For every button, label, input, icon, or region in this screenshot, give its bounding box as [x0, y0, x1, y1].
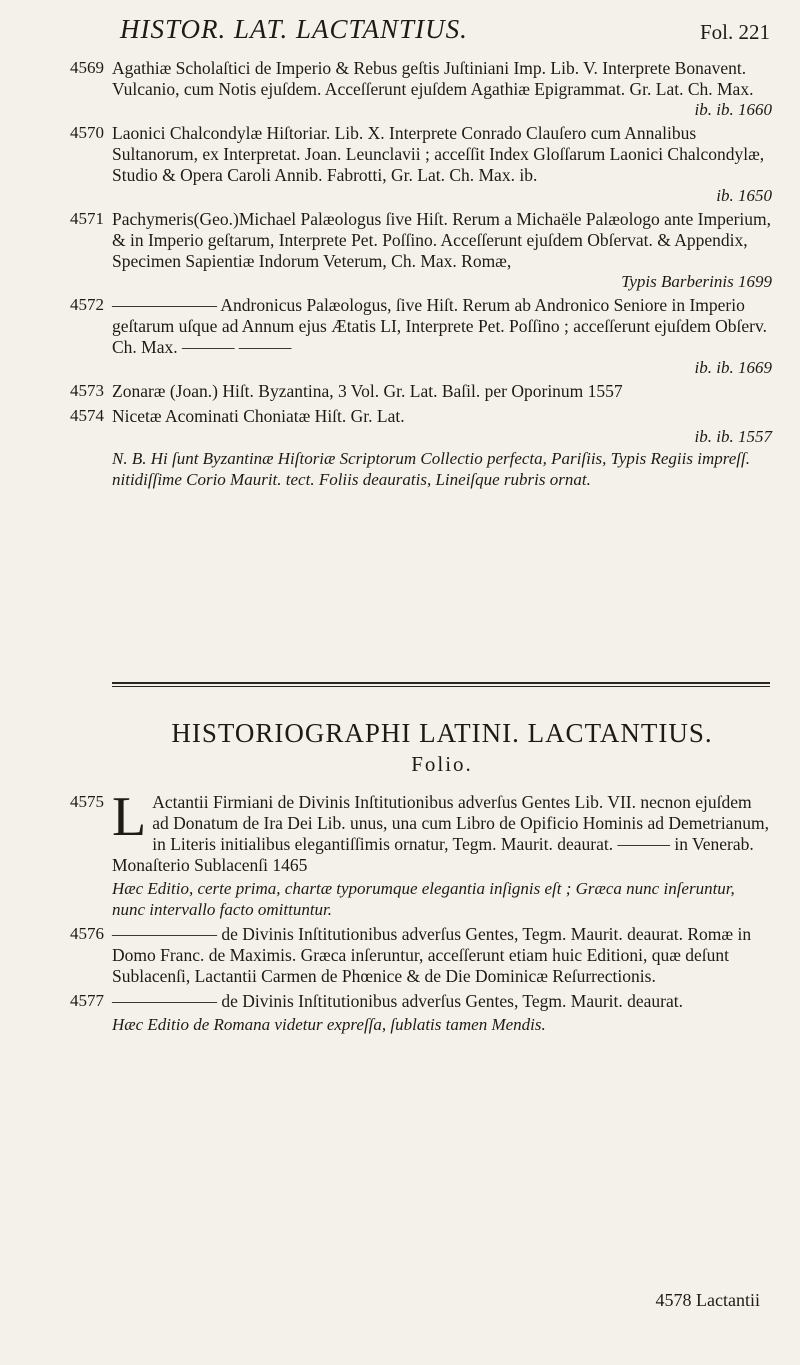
entry-number: 4572: [70, 295, 104, 314]
entry-imprint: ib. 1650: [716, 186, 772, 205]
catalogue-entry: [70, 406, 772, 490]
entry-text: Agathiæ Scholaſtici de Imperio & Rebus geſtis Juſtiniani Imp. Lib. V. Interprete Bonavent. Vulcanio, cum Notis ejuſdem. Acceſſerunt ejuſdem Agathiæ Epigrammat. Gr. Lat. Ch. Max.: [112, 58, 754, 99]
entry-imprint: ib. ib. 1669: [694, 358, 772, 377]
catalogue-entry: [70, 991, 772, 1035]
section-divider-thin: [112, 686, 770, 687]
catalogue-entry: [70, 123, 772, 205]
entry-note: Hæc Editio, certe prima, chartæ typorumque elegantia inſignis eſt ; Græca nunc inſeruntur, nunc intervallo facto omittuntur.: [112, 879, 735, 919]
entry-number: 4576: [70, 924, 104, 943]
entry-text: Laonici Chalcondylæ Hiſtoriar. Lib. X. Interprete Conrado Clauſero cum Annalibus Sultanorum, ex Interpretat. Joan. Leunclavii ; acceſſit Index Gloſſarum Laonici Chalcondylæ, Studio & Opera Caroli Annib. Fabrotti, Gr. Lat. Ch. Max. ib.: [112, 123, 765, 185]
catalogue-entry: [70, 58, 772, 119]
drop-capital: L: [112, 786, 147, 848]
header-title: HISTOR. LAT. LACTANTIUS.: [120, 14, 468, 44]
entries-bottom: [70, 786, 772, 1039]
entry-number: 4573: [70, 381, 104, 400]
catalogue-entry: [70, 209, 772, 291]
catalogue-entry: [70, 924, 772, 987]
catalogue-entry: [70, 381, 772, 402]
entry-imprint: Typis Barberinis 1699: [621, 272, 772, 291]
header-section: Fol.: [699, 20, 734, 44]
entry-number: 4575: [70, 792, 104, 811]
section-subtitle: Folio.: [411, 752, 473, 776]
entry-text: —————— de Divinis Inſtitutionibus adverſus Gentes, Tegm. Maurit. deaurat. Romæ in Domo Franc. de Maximis. Græca inſeruntur, acceſſerunt etiam huic Editioni, quæ deſunt Sublacenſi, Lactantii Carmen de Phœnice & de Die Dominicæ Reſurrectionis.: [112, 924, 752, 986]
entries-top: [70, 58, 772, 494]
entry-number: 4577: [70, 991, 104, 1010]
entry-number: 4570: [70, 123, 104, 142]
entry-text: —————— de Divinis Inſtitutionibus adverſus Gentes, Tegm. Maurit. deaurat.: [112, 991, 684, 1011]
entry-number: 4569: [70, 58, 104, 77]
header-page-info: [700, 20, 770, 45]
section-divider: [112, 682, 770, 684]
entry-imprint: ib. ib. 1557: [694, 427, 772, 446]
entry-text: Zonaræ (Joan.) Hiſt. Byzantina, 3 Vol. Gr. Lat. Baſil. per Oporinum 1557: [112, 381, 623, 401]
section-title: HISTORIOGRAPHI LATINI. LACTANTIUS.: [171, 718, 713, 748]
entry-text: Nicetæ Acominati Choniatæ Hiſt. Gr. Lat.: [112, 406, 405, 426]
entry-text: —————— Andronicus Palæologus, ſive Hiſt. Rerum ab Andronico Seniore in Imperio geſtarum uſque ad Annum ejus Ætatis LI, Interprete Pet. Poſſino ; acceſſerunt ejuſdem Obſerv. Ch. Max. ——— ———: [112, 295, 767, 357]
entry-text: Pachymeris(Geo.)Michael Palæologus ſive Hiſt. Rerum a Michaële Palæologo ante Imperium, & in Imperio geſtarum, Interprete Pet. Poſſino. Acceſſerunt ejuſdem Obſervat. & Appendix, Specimen Sapientiæ Indorum Veterum, Ch. Max. Romæ,: [112, 209, 772, 271]
catalogue-entry: [70, 295, 772, 377]
page-number: 221: [738, 20, 770, 44]
catchword: 4578 Lactantii: [655, 1290, 760, 1310]
entry-text: Actantii Firmiani de Divinis Inſtitutionibus adverſus Gentes Lib. VII. necnon ejuſdem ad Donatum de Ira Dei Lib. unus, una cum Libro de Opificio Hominis ad Demetrianum, in Literis initialibus elegantiſſimis ornatur, Tegm. Maurit. deaurat. ——— in Venerab. Monaſterio Sublacenſi 1465: [112, 792, 769, 875]
entry-note: N. B. Hi ſunt Byzantinæ Hiſtoriæ Scriptorum Collectio perfecta, Pariſiis, Typis Regiis impreſſ. nitidiſſime Corio Maurit. tect. Foliis deauratis, Lineiſque rubris ornat.: [112, 449, 750, 489]
entry-imprint: ib. ib. 1660: [694, 100, 772, 119]
entry-number: 4574: [70, 406, 104, 425]
entry-note: Hæc Editio de Romana videtur expreſſa, ſublatis tamen Mendis.: [112, 1015, 546, 1034]
catalogue-entry: [70, 786, 772, 920]
entry-number: 4571: [70, 209, 104, 228]
running-header: [120, 14, 770, 54]
